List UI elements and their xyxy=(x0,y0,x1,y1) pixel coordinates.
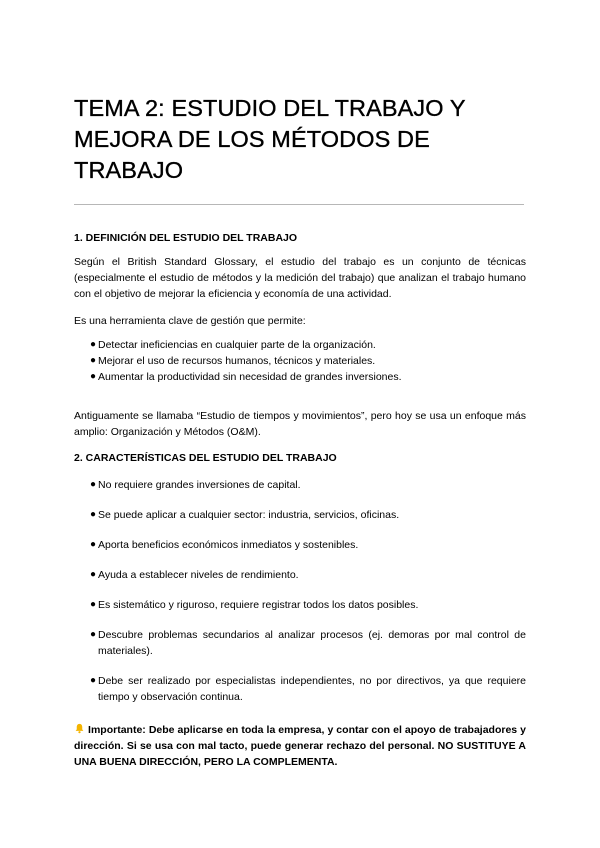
list-item: ● Ayuda a establecer niveles de rendimiento. xyxy=(90,569,299,581)
bullet-icon: ● xyxy=(90,629,97,640)
bullet-icon: ● xyxy=(90,599,97,610)
section-1-paragraph-3: Antiguamente se llamaba “Estudio de tiempos y movimientos”, pero hoy se usa un enfoque más amplio: Organización y Métodos (O&M). xyxy=(74,410,526,438)
section-2-bullet-list xyxy=(74,477,526,719)
list-item: ● Aumentar la productividad sin necesidad de grandes inversiones. xyxy=(90,371,402,383)
bullet-icon: ● xyxy=(90,539,97,550)
important-label: Importante: xyxy=(88,724,146,736)
bullet-icon: ● xyxy=(90,339,97,350)
list-item: ● Descubre problemas secundarios al analizar procesos (ej. demoras por mal control de materiales). xyxy=(90,629,526,657)
bullet-icon: ● xyxy=(90,509,97,520)
list-item: ● Debe ser realizado por especialistas independientes, no por directivos, ya que requiere tiempo y observación continua. xyxy=(90,675,526,703)
bullet-icon: ● xyxy=(90,371,97,382)
section-2-heading: 2. CARACTERÍSTICAS DEL ESTUDIO DEL TRABAJO xyxy=(74,452,337,464)
section-1-paragraph-1: Según el British Standard Glossary, el estudio del trabajo es un conjunto de técnicas (especialmente el estudio de métodos y la medición del trabajo) que analizan el trabajo humano con el objetivo de mejorar la eficiencia y economía de una actividad. xyxy=(74,256,526,300)
list-item: ● Detectar ineficiencias en cualquier parte de la organización. xyxy=(90,339,376,351)
section-1-bullet-list xyxy=(74,337,526,385)
bullet-icon: ● xyxy=(90,479,97,490)
bullet-icon: ● xyxy=(90,675,97,686)
list-item: ● No requiere grandes inversiones de capital. xyxy=(90,479,301,491)
list-item: ● Es sistemático y riguroso, requiere registrar todos los datos posibles. xyxy=(90,599,419,611)
section-1-paragraph-2: Es una herramienta clave de gestión que permite: xyxy=(74,315,306,327)
list-item: ● Aporta beneficios económicos inmediatos y sostenibles. xyxy=(90,539,359,551)
list-item: ● Se puede aplicar a cualquier sector: industria, servicios, oficinas. xyxy=(90,509,400,521)
bullet-icon: ● xyxy=(90,569,97,580)
list-item: ● Mejorar el uso de recursos humanos, técnicos y materiales. xyxy=(90,355,376,367)
important-note xyxy=(74,722,526,770)
bullet-icon: ● xyxy=(90,355,97,366)
important-text: Debe aplicarse en toda la empresa, y contar con el apoyo de trabajadores y dirección. Si se usa con mal tacto, puede generar rechazo del personal. NO SUSTITUYE A UNA BUENA DIRECCIÓN, PERO LA COMPLEMENTA. xyxy=(74,724,527,768)
section-1-heading: 1. DEFINICIÓN DEL ESTUDIO DEL TRABAJO xyxy=(74,232,298,244)
bell-icon xyxy=(74,722,85,738)
page-title: TEMA 2: ESTUDIO DEL TRABAJO Y MEJORA DE LOS MÉTODOS DE TRABAJO xyxy=(74,95,466,183)
horizontal-divider xyxy=(74,204,524,205)
